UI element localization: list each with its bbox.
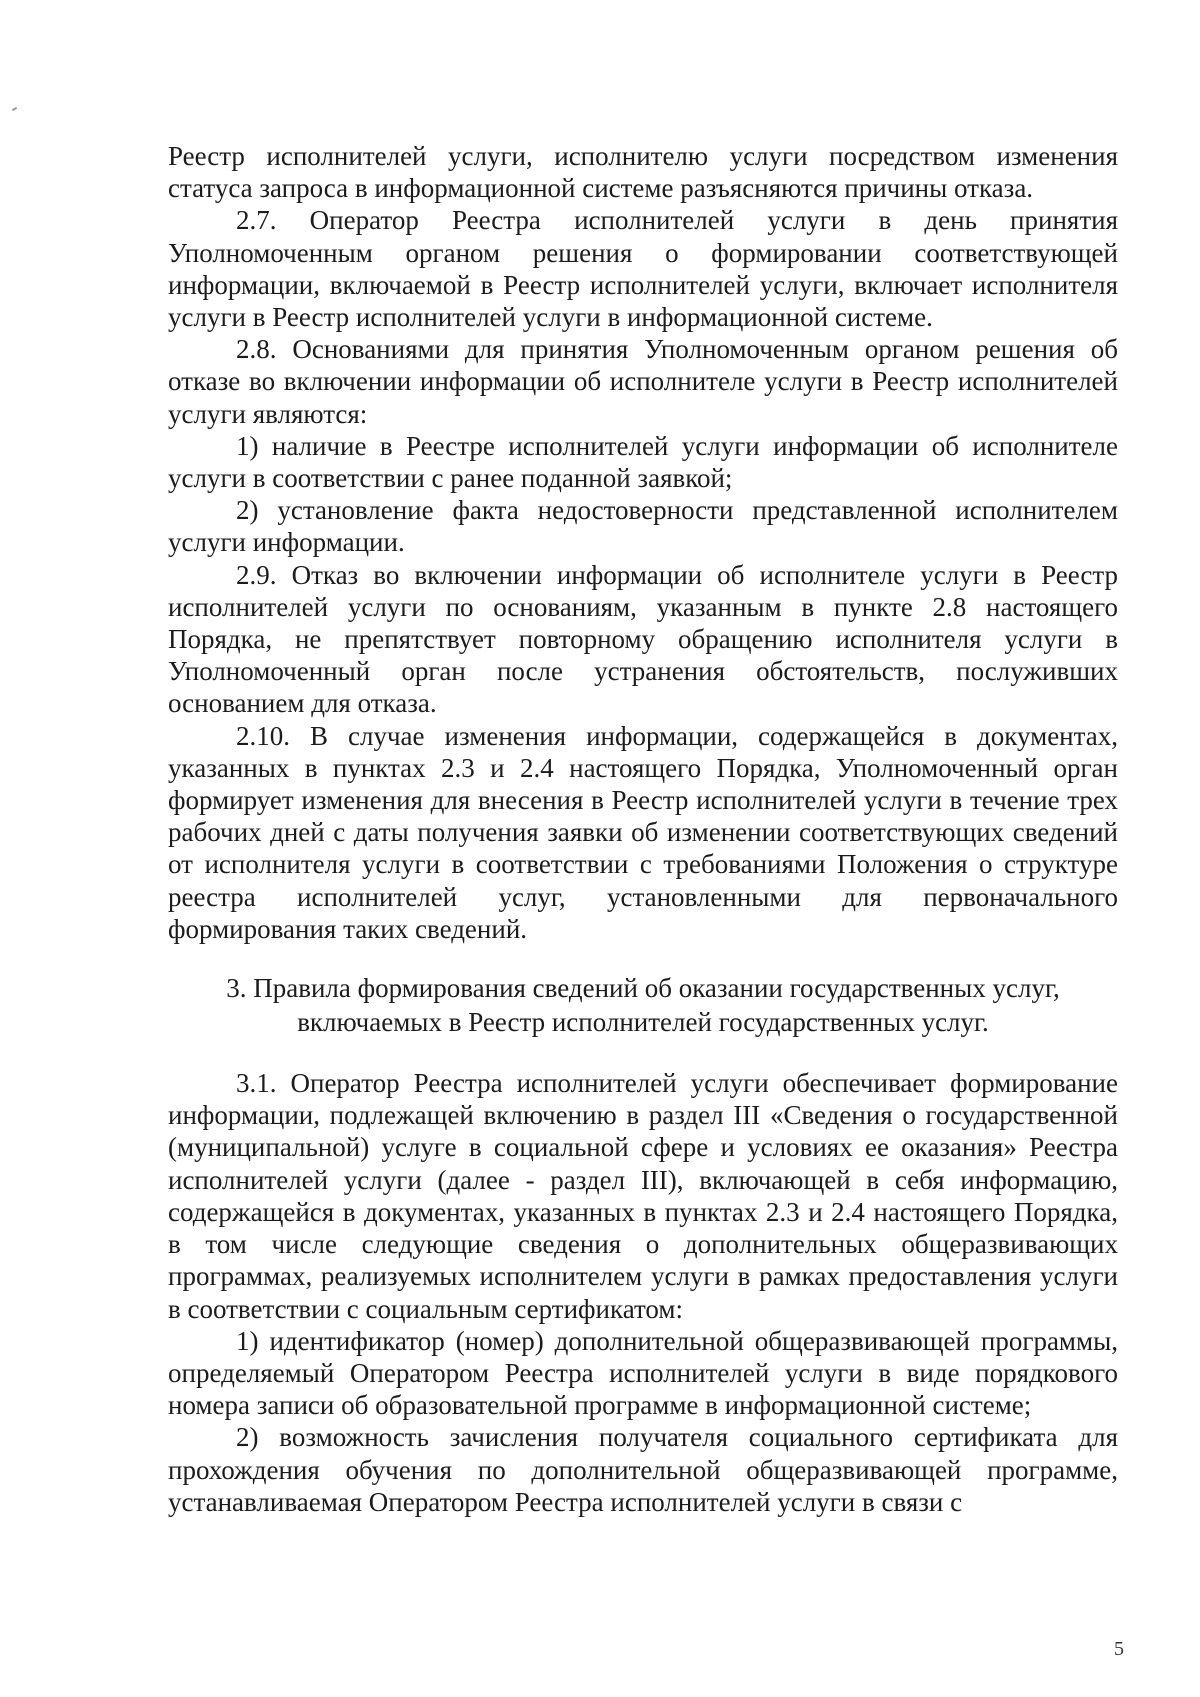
section-heading-line-2: включаемых в Реестр исполнителей государственных услуг. <box>297 1007 989 1038</box>
section-3-heading <box>168 971 1118 1039</box>
paragraph-2-8: 2.8. Основаниями для принятия Уполномоченным органом решения об отказе во включении информации об исполнителе услуги в Реестр исполнителей услуги являются: <box>168 334 1118 429</box>
section-heading-line-1: 3. Правила формирования сведений об оказании государственных услуг, <box>226 973 1060 1004</box>
page-number: 5 <box>1114 1638 1124 1660</box>
list-item-2-8-1: 1) наличие в Реестре исполнителей услуги информации об исполнителе услуги в соответствии с ранее поданной заявкой; <box>168 430 1118 494</box>
paragraph-3-1: 3.1. Оператор Реестра исполнителей услуги обеспечивает формирование информации, подлежащей включению в раздел III «Сведения о государственной (муниципальной) услуге в социальной сфере и условиях ее оказания» Реестра исполнителей услуги (далее - раздел III), включающей в себя информацию, содержащейся в документах, указанных в пунктах 2.3 и 2.4 настоящего Порядка, в том числе следующие сведения о дополнительных общеразвивающих программах, реализуемых исполнителем услуги в рамках предоставления услуги в соответствии с социальным сертификатом: <box>168 1068 1118 1324</box>
paragraph-2-7: 2.7. Оператор Реестра исполнителей услуги в день принятия Уполномоченным органом решения о формировании соответствующей информации, включаемой в Реестр исполнителей услуги, включает исполнителя услуги в Реестр исполнителей услуги в информационной системе. <box>168 205 1118 333</box>
paragraph-continuation: Реестр исполнителей услуги, исполнителю услуги посредством изменения статуса запроса в информационной системе разъясняются причины отказа. <box>168 141 1118 204</box>
document-body <box>168 140 1118 1518</box>
list-item-3-1-2: 2) возможность зачисления получателя социального сертификата для прохождения обучения по дополнительной общеразвивающей программе, устанавливаемая Оператором Реестра исполнителей услуги в связи с <box>168 1422 1118 1517</box>
list-item-3-1-1: 1) идентификатор (номер) дополнительной общеразвивающей программы, определяемый Оператором Реестра исполнителей услуги в виде порядкового номера записи об образовательной программе в информационной системе; <box>168 1325 1118 1421</box>
paragraph-2-10: 2.10. В случае изменения информации, содержащейся в документах, указанных в пунктах 2.3 и 2.4 настоящего Порядка, Уполномоченный орган формирует изменения для внесения в Реестр исполнителей услуги в течение трех рабочих дней с даты получения заявки об изменении соответствующих сведений от исполнителя услуги в соответствии с требованиями Положения о структуре реестра исполнителей услуг, установленными для первоначального формирования таких сведений. <box>168 720 1118 944</box>
paragraph-2-9: 2.9. Отказ во включении информации об исполнителе услуги в Реестр исполнителей услуги по основаниям, указанным в пункте 2.8 настоящего Порядка, не препятствует повторному обращению исполнителя услуги в Уполномоченный орган после устранения обстоятельств, послуживших основанием для отказа. <box>168 559 1118 719</box>
list-item-2-8-2: 2) установление факта недостоверности представленной исполнителем услуги информации. <box>168 495 1118 558</box>
scan-speck <box>12 107 17 111</box>
